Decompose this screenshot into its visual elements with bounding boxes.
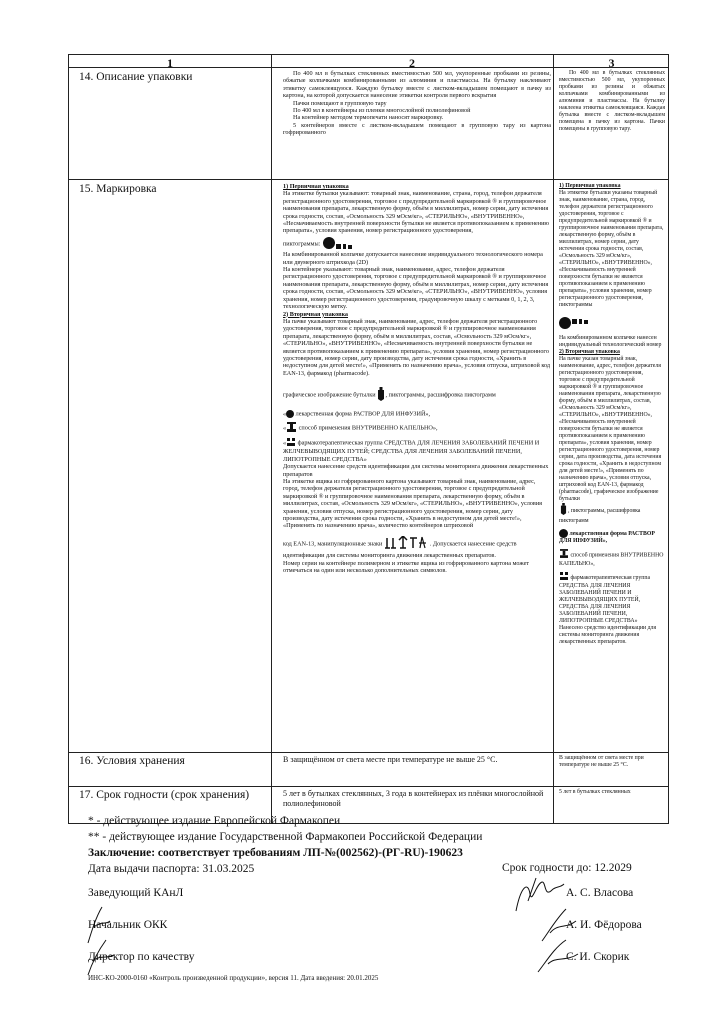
pictograms-line xyxy=(283,237,551,251)
container-text: На контейнере указывают: товарный знак, наименование, адрес, телефон держателя регистрационного удостоверения, торговое с предупредительной маркировкой ® и группировочное наименования препарата, лекарственную форму, объём в миллилитрах, номер серии, дату истечения срока годности, состав, «Осмольность 329 мОсм/кг», «СТЕРИЛЬНО», «ВНУТРИВЕННО», условия хранения, номер регистрационного удостоверения, градуировочную шкалу с метками 0, 1, 2, 3, технологическую метку. xyxy=(283,266,549,311)
column-header-1: 1 xyxy=(167,56,173,70)
result-route-line xyxy=(559,549,665,568)
route-label: способ применения ВНУТРИВЕННО КАПЕЛЬНО», xyxy=(298,424,438,432)
result-graphic-line xyxy=(559,503,665,525)
row-divider xyxy=(69,786,668,787)
conclusion: Заключение: соответствует требованиям ЛП-№(002562)-(РГ-RU)-190623 xyxy=(88,847,463,859)
graphic-label-2: , пиктограммы, расшифровка пиктограмм xyxy=(385,391,496,399)
column-header-3: 3 xyxy=(608,56,615,70)
packaging-text: Пачки помещают в групповую тару xyxy=(293,99,387,107)
pictograms-icon xyxy=(323,237,353,251)
primary-package-result-title: 1) Первичная упаковка xyxy=(559,183,621,189)
cap-text: На комбинированной колпачке допускается нанесение индивидуального технологического номера или двумерного штрихкода (2D) xyxy=(283,251,543,266)
secondary-package-result-title: 2) Вторичная упаковка xyxy=(559,349,620,355)
packaging-text: По 400 мл в бутылках стеклянных вместимостью 500 мл, укупоренные пробками из резины, обжатые колпачками комбинированными из алюминия и пластмассы. На бутылку наклеивают этикетку самоклеящуюся. Каждую бутылку вместе с листком-вкладышем помещают в пачку из картона, на которой допускается нанесение этикетки контроля первого вскрытия xyxy=(283,70,551,100)
signature-3b-icon xyxy=(532,936,582,976)
packaging-text: 5 контейнеров вместе с листком-вкладышем помещают в групповую тару из картона гофрированного xyxy=(283,121,551,137)
column-header-2: 2 xyxy=(409,56,415,70)
signer-3-name: С. И. Скорик xyxy=(566,951,630,963)
route-icon xyxy=(287,422,296,434)
form-line: « лекарственная форма РАСТВОР ДЛЯ ИНФУЗИЙ», xyxy=(283,409,431,417)
signer-1-name: А. С. Власова xyxy=(566,887,634,899)
group-icon xyxy=(287,438,295,448)
packaging-description xyxy=(283,70,551,137)
row-divider xyxy=(69,179,668,180)
monitoring-text: Допускается нанесение средств идентификации для системы мониторинга движения лекарственных препаратов xyxy=(283,463,549,478)
packaging-text: На контейнер методом термопечати наносят маркировку. xyxy=(293,114,444,122)
graphic-label: графическое изображение бутылки xyxy=(283,391,376,399)
passport-table xyxy=(68,54,669,824)
route-line: « способ применения ВНУТРИВЕННО КАПЕЛЬНО», xyxy=(283,422,551,434)
route-icon xyxy=(560,549,568,561)
result-group-label: фармакотерапевтическая группа СРЕДСТВА ДЛЯ ЛЕЧЕНИЯ ЗАБОЛЕВАНИЙ ПЕЧЕНИ И ЖЕЛЧЕВЫВОДЯЩИХ ПУТЕЙ, СРЕДСТВА ДЛЯ ЛЕЧЕНИЯ ЗАБОЛЕВАНИЙ ПЕЧЕНИ, ЛИПОТРОПНЫЕ СРЕДСТВА» xyxy=(559,574,651,624)
ean-label: код EAN-13, манипуляционные знаки xyxy=(283,540,383,548)
marking-result xyxy=(559,183,665,646)
cap-result-text: На комбинированном колпачке нанесен индивидуальный технологический номер xyxy=(559,335,662,348)
expiry-date: Срок годности до: 12.2029 xyxy=(502,862,632,874)
column-divider xyxy=(553,55,554,823)
row-divider xyxy=(69,752,668,753)
row-label-shelf-life: 17. Срок годности (срок хранения) xyxy=(79,789,250,801)
signature-3a-icon xyxy=(80,937,120,977)
handling-marks-icon xyxy=(385,536,429,552)
row-label-storage: 16. Условия хранения xyxy=(79,755,185,767)
packaging-result-text: По 400 мл в бутылках стеклянных вместимостью 500 мл, укупоренных пробками из резины и обжатых колпачками комбинированными из алюминия и пластмассы. На бутылку наклеена этикетка самоклеящаяся. Каждая бутылка вместе с листком-вкладышем помещена в пачку из картона. Пачки помещены в групповую тару. xyxy=(559,70,665,132)
pictograms-label: пиктограммы: xyxy=(283,240,321,248)
primary-package-text: На этикетке бутылки указывают: товарный знак, наименование, страна, город, телефон держателя регистрационного удостоверения, торговое с предупредительной маркировкой ® и группировочное наименования препарата, лекарственную форму, объём в миллилитрах, номер серии, дату истечения срока годности, состав, «Осмольность 329 мОсм/кг», «СТЕРИЛЬНО», «ВНУТРИВЕННО», «Несмачиваемость внутренней поверхности бутылки не является противопоказанием к применению препарата», условия хранения, номер регистрационного удостоверения, xyxy=(283,190,550,235)
passport-date: Дата выдачи паспорта: 31.03.2025 xyxy=(88,863,255,875)
secondary-package-title: 2) Вторичная упаковка xyxy=(283,310,349,318)
storage-result: В защищённом от света месте при температуре не выше 25 °C. xyxy=(559,755,644,768)
document-reference: ИНС-КО-2000-0160 «Контроль произведенной продукции», версия 11. Дата введения: 20.01.2025 xyxy=(88,974,379,982)
bottle-icon xyxy=(560,503,567,518)
secondary-package-text: На пачке указывают товарный знак, наименование, адрес, телефон держателя регистрационного удостоверения, торговое с предупредительной маркировкой ® и группировочное наименования препарата, лекарственную форму, объём в миллилитрах, состав, «Осмольность 329 мОсм/кг», «СТЕРИЛЬНО», «ВНУТРИВЕННО», «Несмачиваемость внутренней поверхности бутылки не является противопоказанием к применению препарата», условия хранения, номер регистрационного удостоверения, номер серии, дату производства, дату истечения срока годности, «Хранить в недоступном для детей месте!», «Применять по назначению врача», условия отпуска, штриховой код EAN-13, фармакод (pharmacode). xyxy=(283,317,551,377)
ean-label-2: . Допускается нанесение средств идентификации для системы мониторинга движения лекарственных препаратов. xyxy=(283,540,517,560)
storage-requirement: В защищённом от света месте при температуре не выше 25 °C. xyxy=(283,755,498,764)
footnote-russian: ** - действующее издание Государственной Фармакопеи Российской Федерации xyxy=(88,831,483,843)
form-label: лекарственная форма РАСТВОР ДЛЯ ИНФУЗИЙ», xyxy=(295,409,431,417)
result-group-line xyxy=(559,572,665,625)
primary-package-title: 1) Первичная упаковка xyxy=(283,183,349,190)
footnote-european: * - действующее издание Европейской Фармакопеи xyxy=(88,815,341,827)
packaging-result xyxy=(559,70,665,133)
result-monitoring-text: Нанесено средство идентификации для системы мониторинга движения лекарственных препаратов. xyxy=(559,625,657,645)
signer-2-name: А. И. Фёдорова xyxy=(566,919,642,931)
secondary-package-result-text: На пачке указан товарный знак, наименование, адрес, телефон держателя регистрационного удостоверения, торговое с предупредительной маркировкой ® и группировочное наименования препарата, лекарственную форму, объём в миллилитрах, состав, «Осмольность 329 мОсм/кг», «СТЕРИЛЬНО», «ВНУТРИВЕННО», «Несмачиваемость внутренней поверхности бутылки не является противопоказанием к применению препарата», условия хранения, номер регистрационного удостоверения, номер серии, дата производства, дата истечения срока годности, «Хранить в недоступном для детей месте!», «Применять по назначению врача», условия отпуска, штриховой код EAN-13, фармакод (pharmacode), графическое изображение бутылки xyxy=(559,356,662,502)
ean-line xyxy=(283,536,551,560)
result-form-label: лекарственная форма РАСТВОР ДЛЯ ИНФУЗИЙ», xyxy=(559,530,655,544)
marking-requirements xyxy=(283,183,551,574)
shelf-life-requirement: 5 лет в бутылках стеклянных, 3 года в контейнерах из плёнки многослойной полиолефиновой xyxy=(283,789,544,808)
column-divider xyxy=(271,55,272,823)
result-form-line xyxy=(559,529,665,545)
row-label-packaging: 14. Описание упаковки xyxy=(79,71,193,83)
group-label: фармакотерапевтическая группа СРЕДСТВА ДЛЯ ЛЕЧЕНИЯ ЗАБОЛЕВАНИЙ ПЕЧЕНИ И ЖЕЛЧЕВЫВОДЯЩИХ ПУТЕЙ; СРЕДСТВА ДЛЯ ЛЕЧЕНИЯ ЗАБОЛЕВАНИЙ ПЕЧЕНИ, ЛИПОТРОПНЫЕ СРЕДСТВА» xyxy=(283,439,540,463)
result-graphic-label: , пиктограммы, расшифровка пиктограмм xyxy=(559,507,641,524)
group-line: « фармакотерапевтическая группа СРЕДСТВА ДЛЯ ЛЕЧЕНИЯ ЗАБОЛЕВАНИЙ ПЕЧЕНИ И ЖЕЛЧЕВЫВОДЯЩИХ ПУТЕЙ; СРЕДСТВА ДЛЯ ЛЕЧЕНИЯ ЗАБОЛЕВАНИЙ ПЕЧЕНИ, ЛИПОТРОПНЫЕ СРЕДСТВА» xyxy=(283,439,540,463)
row-label-marking: 15. Маркировка xyxy=(79,183,157,195)
bottle-icon xyxy=(377,387,385,403)
box-text: На этикетке ящика из гофрированного картона указывают товарный знак, наименование, адрес, город, телефон держателя регистрационного удостоверения, торговое с предупредительной маркировкой ® и группировочное наименования препарата, лекарственную форму, объём в миллилитрах, состав, «Осмольность 329 мОсм/кг», «СТЕРИЛЬНО», «ВНУТРИВЕННО», условия хранения, условия отпуска, номер регистрационного удостоверения, номер серии, дату производства, дату истечения срока годности, «Хранить в недоступном для детей месте!», «Применять по назначению врача», количество контейнеров штриховой xyxy=(283,478,542,530)
shelf-life-result: 5 лет в бутылках стеклянных xyxy=(559,789,631,795)
result-pictograms xyxy=(559,317,665,329)
primary-package-result-text: На этикетке бутылки указаны товарный знак, наименование, страна, город, телефон держателя регистрационного удостоверения, торговое с предупредительной маркировкой ® и группировочное наименования препарата, лекарственную форму, объём в миллилитрах, номер серии, дату истечения срока годности, состав, «Осмольность 329 мОсм/кг», «СТЕРИЛЬНО», «ВНУТРИВЕННО», «Несмачиваемость внутренней поверхности бутылки не является противопоказанием к применению препарата», условия хранения, номер регистрационного удостоверения, пиктограммы xyxy=(559,190,664,308)
result-route-label: способ применения ВНУТРИВЕННО КАПЕЛЬНО», xyxy=(559,552,664,567)
signer-2-role: Начальник ОКК xyxy=(88,919,168,931)
group-icon xyxy=(560,572,568,583)
signer-3-role: Директор по качеству xyxy=(88,951,195,963)
packaging-text: По 400 мл в контейнеры из пленки многослойной полиолефиновой xyxy=(293,107,471,115)
signer-1-role: Заведующий КАнЛ xyxy=(88,887,184,899)
graphic-line xyxy=(283,387,551,403)
series-text: Номер серии на контейнере полимерном и этикетке ящика из гофрированного картона может отмечаться на один или несколько дополнительных символов. xyxy=(283,559,530,575)
